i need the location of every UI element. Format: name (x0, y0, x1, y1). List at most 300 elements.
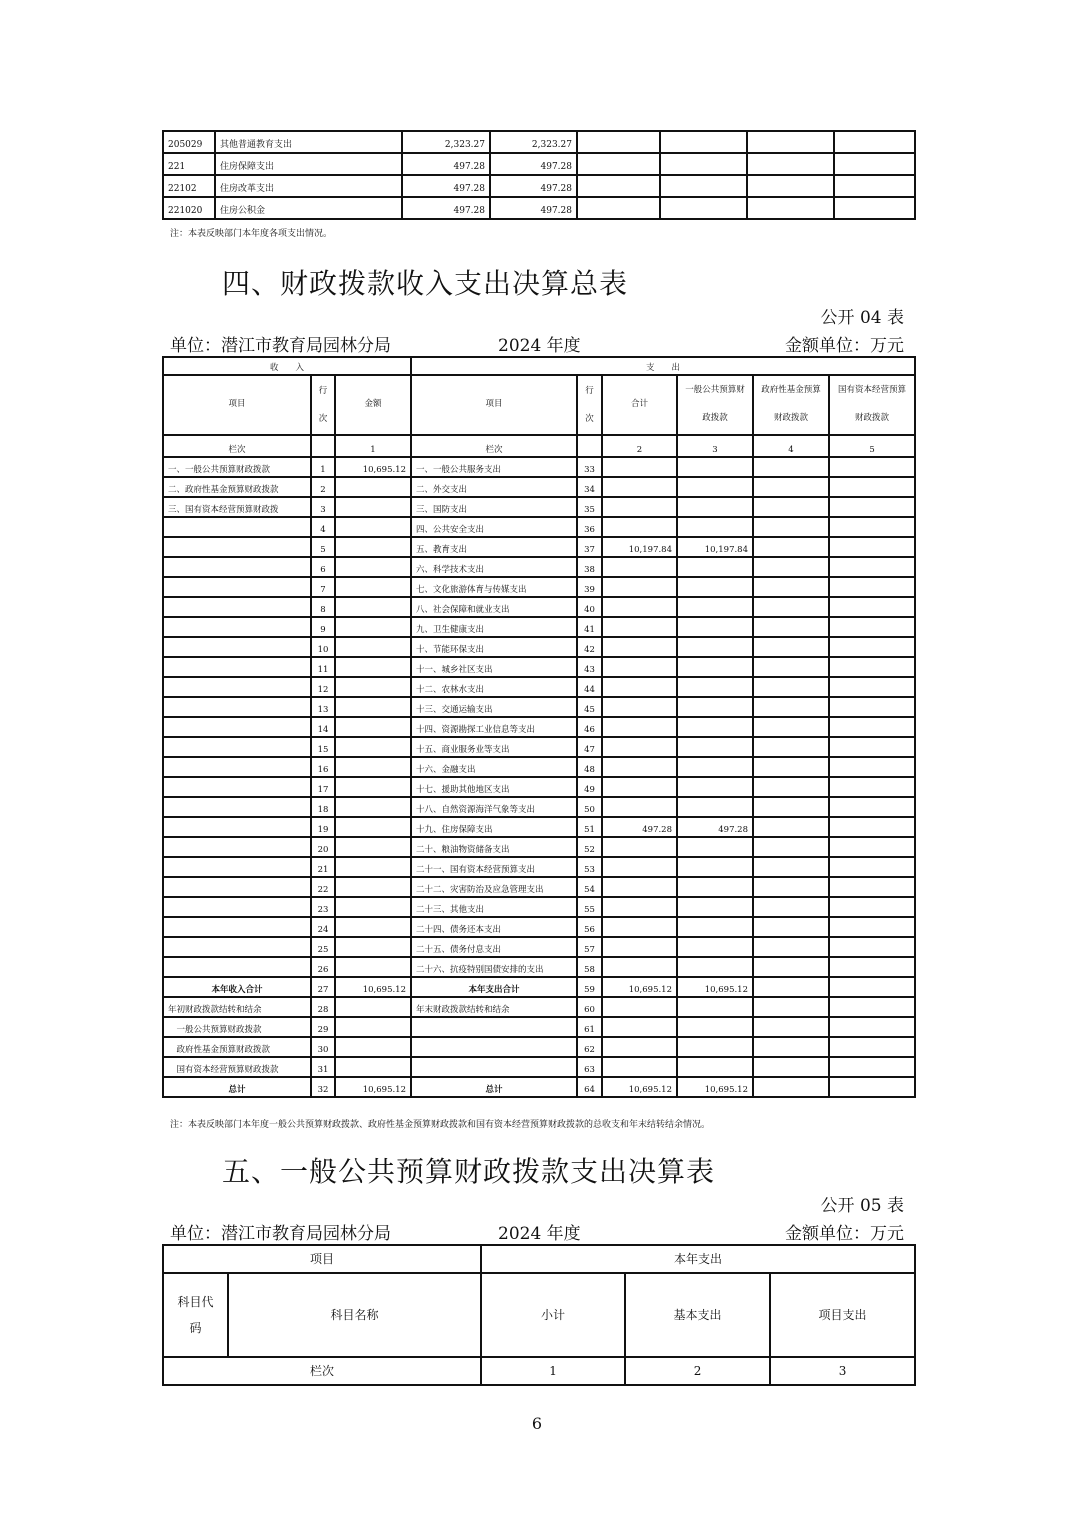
empty-cell (747, 131, 834, 153)
table-row (163, 597, 915, 617)
expense-item: 十八、自然资源海洋气象等支出 (411, 797, 577, 817)
general-budget-amount (677, 957, 753, 977)
income-line-no: 23 (311, 897, 335, 917)
blank-cell (311, 435, 335, 457)
expense-total (602, 657, 677, 677)
empty-cell (660, 153, 747, 175)
income-amount (335, 797, 411, 817)
subject-name: 住房公积金 (215, 197, 402, 219)
general-budget-amount (677, 517, 753, 537)
gov-fund-amount (753, 957, 829, 977)
table-row (163, 757, 915, 777)
total-amount: 497.28 (402, 197, 490, 219)
expense-line-no: 54 (577, 877, 602, 897)
income-line-no: 7 (311, 577, 335, 597)
table5-group-header (163, 1245, 915, 1273)
subject-code: 221 (163, 153, 215, 175)
general-budget-amount (677, 857, 753, 877)
expense-item: 本年支出合计 (411, 977, 577, 997)
gov-fund-amount (753, 517, 829, 537)
table-row (163, 697, 915, 717)
summary-row (163, 1077, 915, 1097)
col-num: 1 (335, 435, 411, 457)
expense-total (602, 1037, 677, 1057)
expense-item: 十九、住房保障支出 (411, 817, 577, 837)
basic-amount: 497.28 (490, 153, 577, 175)
table-row (163, 197, 915, 219)
gov-fund-amount (753, 617, 829, 637)
state-capital-amount (829, 477, 915, 497)
expense-item: 二十三、其他支出 (411, 897, 577, 917)
gov-fund-amount (753, 1017, 829, 1037)
summary-row (163, 1057, 915, 1077)
income-item (163, 837, 311, 857)
state-capital-amount (829, 1017, 915, 1037)
income-line-no: 25 (311, 937, 335, 957)
state-capital-amount (829, 897, 915, 917)
expense-line-no: 34 (577, 477, 602, 497)
income-item (163, 577, 311, 597)
state-capital-amount (829, 497, 915, 517)
income-item (163, 637, 311, 657)
gov-fund-amount (753, 637, 829, 657)
income-amount (335, 857, 411, 877)
table-row (163, 457, 915, 477)
state-capital-amount (829, 577, 915, 597)
income-line-no: 18 (311, 797, 335, 817)
expense-total (602, 637, 677, 657)
expense-total (602, 797, 677, 817)
expense-total (602, 877, 677, 897)
table-row (163, 817, 915, 837)
income-amount (335, 657, 411, 677)
table-row (163, 897, 915, 917)
expense-line-no: 50 (577, 797, 602, 817)
general-budget-amount (677, 1037, 753, 1057)
expense-line-no: 52 (577, 837, 602, 857)
income-item: 国有资本经营预算财政拨款 (163, 1057, 311, 1077)
table-row (163, 153, 915, 175)
income-line-no: 16 (311, 757, 335, 777)
total-amount: 2,323.27 (402, 131, 490, 153)
income-line-no: 19 (311, 817, 335, 837)
state-capital-amount (829, 637, 915, 657)
gov-fund-amount (753, 497, 829, 517)
gov-fund-amount (753, 737, 829, 757)
expense-line-no: 60 (577, 997, 602, 1017)
income-amount (335, 477, 411, 497)
income-line-no: 26 (311, 957, 335, 977)
income-line-no: 15 (311, 737, 335, 757)
col-num: 2 (625, 1357, 770, 1385)
gov-fund-amount (753, 817, 829, 837)
gov-fund-amount (753, 1077, 829, 1097)
subtotal-header: 小计 (481, 1273, 625, 1357)
state-capital-amount (829, 997, 915, 1017)
expense-total: 10,197.84 (602, 537, 677, 557)
expense-total (602, 557, 677, 577)
income-amount (335, 537, 411, 557)
income-item-header: 项目 (163, 375, 311, 435)
blank-cell (577, 435, 602, 457)
general-budget-amount (677, 697, 753, 717)
expense-line-no: 55 (577, 897, 602, 917)
basic-amount: 497.28 (490, 197, 577, 219)
general-budget-amount (677, 937, 753, 957)
expense-line-no: 33 (577, 457, 602, 477)
income-item (163, 657, 311, 677)
income-line-no: 11 (311, 657, 335, 677)
expense-item-header: 项目 (411, 375, 577, 435)
state-capital-amount (829, 1077, 915, 1097)
state-capital-amount (829, 857, 915, 877)
expense-total (602, 597, 677, 617)
table-row (163, 517, 915, 537)
this-year-header: 本年支出 (481, 1245, 915, 1273)
general-budget-amount (677, 797, 753, 817)
expense-item: 年末财政拨款结转和结余 (411, 997, 577, 1017)
general-budget-amount (677, 637, 753, 657)
expense-line-no: 45 (577, 697, 602, 717)
expense-item: 二十、粮油物资储备支出 (411, 837, 577, 857)
gov-fund-amount (753, 577, 829, 597)
table-row (163, 797, 915, 817)
income-line-no: 6 (311, 557, 335, 577)
income-line-no: 2 (311, 477, 335, 497)
expense-total (602, 697, 677, 717)
income-line-no: 22 (311, 877, 335, 897)
income-line-no: 30 (311, 1037, 335, 1057)
expense-total (602, 917, 677, 937)
state-capital-amount (829, 597, 915, 617)
expense-total (602, 1057, 677, 1077)
expense-item: 十六、金融支出 (411, 757, 577, 777)
income-amount (335, 1037, 411, 1057)
expense-total (602, 837, 677, 857)
gov-fund-amount (753, 597, 829, 617)
subject-name: 住房保障支出 (215, 153, 402, 175)
gov-fund-amount (753, 937, 829, 957)
expense-item: 二十四、债务还本支出 (411, 917, 577, 937)
income-item (163, 617, 311, 637)
expense-item: 二十五、债务付息支出 (411, 937, 577, 957)
expense-line-no: 53 (577, 857, 602, 877)
income-item (163, 877, 311, 897)
table5-title: 五、一般公共预算财政拨款支出决算表 (222, 1155, 716, 1188)
table-row (163, 837, 915, 857)
income-line-no: 31 (311, 1057, 335, 1077)
income-line-no: 14 (311, 717, 335, 737)
state-capital-amount (829, 537, 915, 557)
expense-item: 二十六、抗疫特别国债安排的支出 (411, 957, 577, 977)
expense-total (602, 957, 677, 977)
income-item (163, 677, 311, 697)
general-budget-amount (677, 737, 753, 757)
table-row (163, 737, 915, 757)
col-label: 栏次 (411, 435, 577, 457)
amount-unit-label: 金额单位：万元 (785, 1224, 904, 1244)
gov-fund-amount (753, 657, 829, 677)
income-line-no: 9 (311, 617, 335, 637)
income-amount (335, 497, 411, 517)
table3-tail (162, 130, 916, 220)
expense-total (602, 497, 677, 517)
income-line-no: 1 (311, 457, 335, 477)
empty-cell (577, 131, 660, 153)
income-item (163, 937, 311, 957)
income-amount: 10,695.12 (335, 977, 411, 997)
income-amount (335, 877, 411, 897)
project-header: 项目支出 (770, 1273, 915, 1357)
income-item: 总计 (163, 1077, 311, 1097)
general-budget-amount: 10,695.12 (677, 1077, 753, 1097)
expense-line-no: 47 (577, 737, 602, 757)
table4-column-number-row (163, 435, 915, 457)
table-row (163, 537, 915, 557)
income-amount-header: 金额 (335, 375, 411, 435)
income-amount (335, 917, 411, 937)
empty-cell (577, 175, 660, 197)
state-capital-amount (829, 677, 915, 697)
income-item: 一般公共预算财政拨款 (163, 1017, 311, 1037)
summary-row (163, 977, 915, 997)
expense-item: 二十二、灾害防治及应急管理支出 (411, 877, 577, 897)
state-capital-amount (829, 957, 915, 977)
expense-line-no: 37 (577, 537, 602, 557)
expense-line-no: 43 (577, 657, 602, 677)
income-amount (335, 617, 411, 637)
expense-header: 支 出 (411, 357, 915, 375)
table-row (163, 477, 915, 497)
income-item: 年初财政拨款结转和结余 (163, 997, 311, 1017)
table-row (163, 577, 915, 597)
expense-total (602, 577, 677, 597)
income-line-no: 3 (311, 497, 335, 517)
expense-item (411, 1017, 577, 1037)
empty-cell (834, 175, 915, 197)
empty-cell (834, 197, 915, 219)
income-item (163, 917, 311, 937)
empty-cell (834, 131, 915, 153)
income-line-no: 24 (311, 917, 335, 937)
gov-fund-amount (753, 1057, 829, 1077)
table-row (163, 497, 915, 517)
gov-fund-header: 政府性基金预算财政拨款 (753, 375, 829, 435)
total-amount: 497.28 (402, 175, 490, 197)
general-budget-amount (677, 677, 753, 697)
expense-line-no: 49 (577, 777, 602, 797)
expense-line-no: 63 (577, 1057, 602, 1077)
col-num: 5 (829, 435, 915, 457)
col-label: 栏次 (163, 435, 311, 457)
expense-item: 八、社会保障和就业支出 (411, 597, 577, 617)
table-row (163, 717, 915, 737)
subject-code: 22102 (163, 175, 215, 197)
table5-column-number-row (163, 1357, 915, 1385)
general-budget-amount: 10,695.12 (677, 977, 753, 997)
gov-fund-amount (753, 897, 829, 917)
income-item (163, 697, 311, 717)
gov-fund-amount (753, 877, 829, 897)
gov-fund-amount (753, 477, 829, 497)
expense-line-no: 41 (577, 617, 602, 637)
table-row (163, 637, 915, 657)
expense-total (602, 737, 677, 757)
expense-line-no: 62 (577, 1037, 602, 1057)
state-capital-amount (829, 657, 915, 677)
expense-item: 十四、资源勘探工业信息等支出 (411, 717, 577, 737)
gov-fund-amount (753, 837, 829, 857)
expense-line-no: 64 (577, 1077, 602, 1097)
general-budget-amount (677, 757, 753, 777)
expense-item: 十五、商业服务业等支出 (411, 737, 577, 757)
state-capital-amount (829, 937, 915, 957)
basic-amount: 497.28 (490, 175, 577, 197)
col-label: 栏次 (163, 1357, 481, 1385)
expense-total (602, 757, 677, 777)
income-line-no: 17 (311, 777, 335, 797)
gov-fund-amount (753, 797, 829, 817)
state-capital-amount (829, 557, 915, 577)
general-budget-amount (677, 1017, 753, 1037)
income-amount (335, 777, 411, 797)
expense-item: 九、卫生健康支出 (411, 617, 577, 637)
empty-cell (747, 197, 834, 219)
page-number: 6 (531, 1414, 543, 1433)
income-line-no: 32 (311, 1077, 335, 1097)
table3-note: 注：本表反映部门本年度各项支出情况。 (170, 229, 333, 239)
expense-line-no: 36 (577, 517, 602, 537)
table-row (163, 777, 915, 797)
income-item (163, 517, 311, 537)
state-capital-amount (829, 717, 915, 737)
expense-line-no: 57 (577, 937, 602, 957)
empty-cell (577, 197, 660, 219)
gov-fund-amount (753, 677, 829, 697)
income-amount (335, 697, 411, 717)
table4-fiscal-summary (162, 356, 916, 1098)
general-budget-amount (677, 777, 753, 797)
expense-total (602, 477, 677, 497)
income-line-no: 27 (311, 977, 335, 997)
income-amount (335, 937, 411, 957)
table-row (163, 917, 915, 937)
basic-amount: 2,323.27 (490, 131, 577, 153)
expense-line-no: 39 (577, 577, 602, 597)
expense-line-no: 38 (577, 557, 602, 577)
expense-line-no: 42 (577, 637, 602, 657)
expense-line-no: 59 (577, 977, 602, 997)
gov-fund-amount (753, 457, 829, 477)
income-line-no: 21 (311, 857, 335, 877)
general-budget-amount (677, 897, 753, 917)
col-num: 3 (770, 1357, 915, 1385)
income-item: 本年收入合计 (163, 977, 311, 997)
state-capital-amount (829, 517, 915, 537)
col-num: 4 (753, 435, 829, 457)
state-capital-amount (829, 817, 915, 837)
general-budget-amount (677, 717, 753, 737)
general-budget-amount (677, 597, 753, 617)
state-capital-amount (829, 737, 915, 757)
state-capital-amount (829, 757, 915, 777)
table-row (163, 857, 915, 877)
expense-total-header: 合计 (602, 375, 677, 435)
expense-item: 十二、农林水支出 (411, 677, 577, 697)
table5-column-header (163, 1273, 915, 1357)
income-line-no: 28 (311, 997, 335, 1017)
income-amount (335, 1017, 411, 1037)
expense-line-no: 61 (577, 1017, 602, 1037)
expense-item: 四、公共安全支出 (411, 517, 577, 537)
year-label: 2024 年度 (498, 336, 581, 356)
expense-line-no: 35 (577, 497, 602, 517)
table-row (163, 557, 915, 577)
expense-total (602, 897, 677, 917)
expense-item: 五、教育支出 (411, 537, 577, 557)
subject-code: 221020 (163, 197, 215, 219)
income-item (163, 557, 311, 577)
basic-header: 基本支出 (625, 1273, 770, 1357)
table-row (163, 131, 915, 153)
expense-total (602, 457, 677, 477)
general-budget-amount (677, 477, 753, 497)
income-amount: 10,695.12 (335, 457, 411, 477)
empty-cell (660, 175, 747, 197)
expense-item: 二十一、国有资本经营预算支出 (411, 857, 577, 877)
general-budget-amount (677, 557, 753, 577)
general-budget-amount (677, 657, 753, 677)
income-amount: 10,695.12 (335, 1077, 411, 1097)
state-capital-amount (829, 797, 915, 817)
state-capital-amount (829, 457, 915, 477)
expense-total: 10,695.12 (602, 1077, 677, 1097)
state-capital-amount (829, 837, 915, 857)
state-capital-amount (829, 777, 915, 797)
expense-total: 497.28 (602, 817, 677, 837)
income-amount (335, 957, 411, 977)
empty-cell (660, 197, 747, 219)
general-budget-amount (677, 457, 753, 477)
state-capital-amount (829, 877, 915, 897)
summary-row (163, 1037, 915, 1057)
expense-line-no: 44 (577, 677, 602, 697)
state-capital-amount (829, 977, 915, 997)
income-amount (335, 897, 411, 917)
empty-cell (660, 131, 747, 153)
general-budget-amount (677, 1057, 753, 1077)
amount-unit-label: 金额单位：万元 (785, 336, 904, 356)
expense-total (602, 997, 677, 1017)
gov-fund-amount (753, 1037, 829, 1057)
state-capital-amount (829, 917, 915, 937)
gov-fund-amount (753, 717, 829, 737)
expense-total (602, 617, 677, 637)
state-capital-amount (829, 617, 915, 637)
income-line-no: 13 (311, 697, 335, 717)
expense-total (602, 777, 677, 797)
item-header: 项目 (163, 1245, 481, 1273)
income-amount (335, 737, 411, 757)
general-budget-header: 一般公共预算财政拨款 (677, 375, 753, 435)
income-amount (335, 677, 411, 697)
income-amount (335, 557, 411, 577)
expense-total (602, 937, 677, 957)
gov-fund-amount (753, 997, 829, 1017)
gov-fund-amount (753, 857, 829, 877)
income-amount (335, 717, 411, 737)
expense-item: 一、一般公共服务支出 (411, 457, 577, 477)
